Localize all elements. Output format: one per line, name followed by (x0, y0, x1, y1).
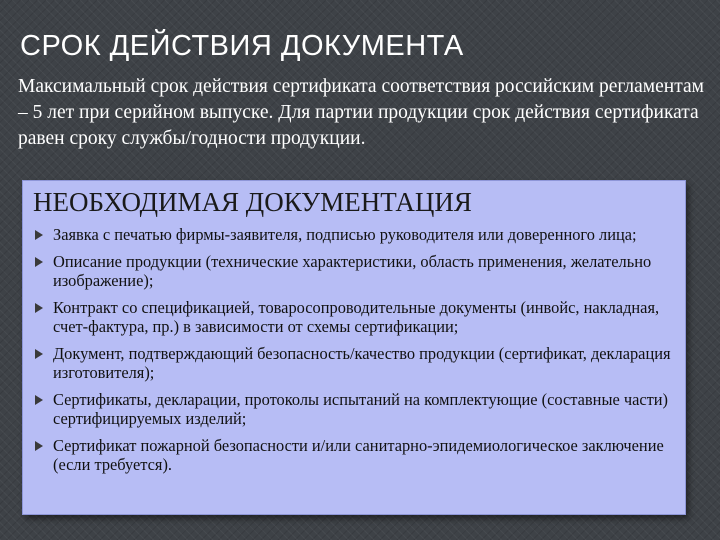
triangle-bullet-icon (35, 349, 43, 359)
list-item (33, 436, 677, 474)
documentation-list (33, 225, 677, 474)
intro-paragraph: Максимальный срок действия сертификата соответствия российским регламентам – 5 лет при серийном выпуске. Для партии продукции срок действия сертификата равен сроку службы/годности продукции. (18, 76, 704, 149)
list-item (33, 225, 677, 244)
list-item (33, 390, 677, 428)
list-item-text: Сертификаты, декларации, протоколы испытаний на комплектующие (составные части) сертифицируемых изделий; (53, 390, 669, 428)
triangle-bullet-icon (35, 395, 43, 405)
panel-heading: НЕОБХОДИМАЯ ДОКУМЕНТАЦИЯ (33, 187, 472, 217)
slide-title: СРОК ДЕЙСТВИЯ ДОКУМЕНТА (20, 30, 464, 62)
documentation-panel (22, 180, 686, 515)
triangle-bullet-icon (35, 441, 43, 451)
triangle-bullet-icon (35, 303, 43, 313)
list-item (33, 344, 677, 382)
list-item-text: Документ, подтверждающий безопасность/качество продукции (сертификат, декларация изготовителя); (53, 344, 671, 382)
list-item-text: Сертификат пожарной безопасности и/или санитарно-эпидемиологическое заключение (если требуется). (53, 436, 664, 474)
list-item-text: Контракт со спецификацией, товаросопроводительные документы (инвойс, накладная, счет-фактура, пр.) в зависимости от схемы сертификации; (53, 298, 660, 336)
list-item-text: Заявка с печатью фирмы-заявителя, подписью руководителя или доверенного лица; (53, 225, 637, 244)
triangle-bullet-icon (35, 257, 43, 267)
list-item (33, 252, 677, 290)
triangle-bullet-icon (35, 230, 43, 240)
list-item-text: Описание продукции (технические характеристики, область применения, желательно изображение); (53, 252, 652, 290)
list-item (33, 298, 677, 336)
